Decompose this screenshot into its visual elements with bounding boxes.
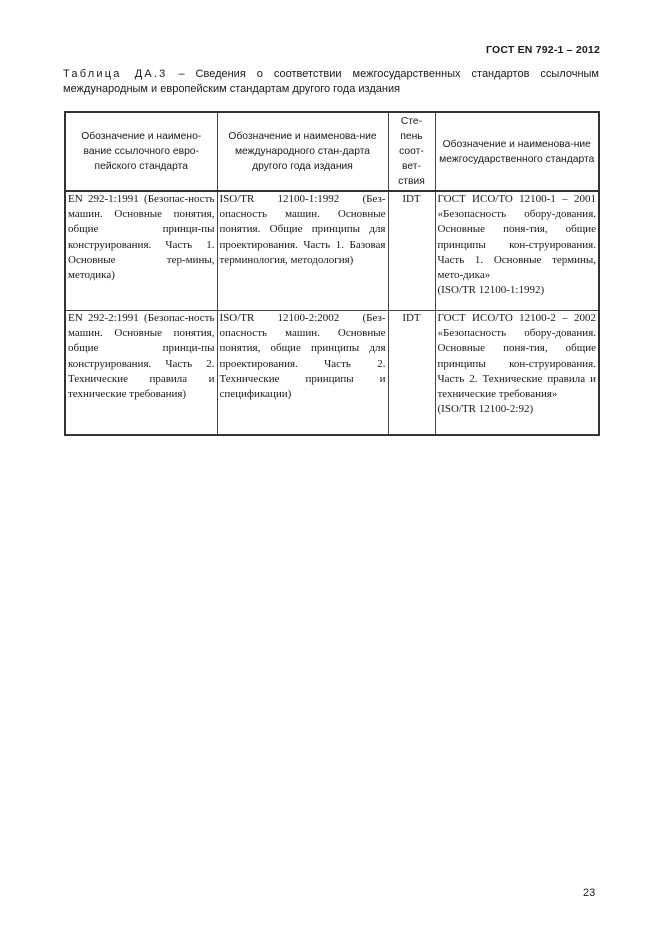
header-european-standard: Обозначение и наимено-вание ссылочного евро-пейского стандарта xyxy=(65,112,217,191)
table-header-row xyxy=(65,112,599,191)
cell-degree: IDT xyxy=(388,191,435,311)
cell-european-standard: EN 292-1:1991 (Безопас-ность машин. Основные понятия, общие принци-пы конструирования. Часть 1. Основные тер-мины, методика) xyxy=(65,191,217,311)
cell-international-standard: ISO/TR 12100-1:1992 (Без-опасность машин. Основные понятия. Общие принципы для проектирования. Часть 1. Базовая терминология, методология) xyxy=(217,191,388,311)
header-international-standard: Обозначение и наименова-ние международного стан-дарта другого года издания xyxy=(217,112,388,191)
table-row xyxy=(65,311,599,436)
cell-international-standard: ISO/TR 12100-2:2002 (Без-опасность машин. Основные понятия, общие принципы для проектирования. Часть 2. Технические принципы и спецификации) xyxy=(217,311,388,436)
page-number: 23 xyxy=(583,887,596,899)
table-caption-label: Таблица ДА.3 xyxy=(63,68,168,80)
cell-interstate-standard xyxy=(435,191,599,311)
cell-interstate-standard xyxy=(435,311,599,436)
cell-degree: IDT xyxy=(388,311,435,436)
header-degree-of-correspondence: Сте-пень соот-вет-ствия xyxy=(388,112,435,191)
interstate-standard-title: ГОСТ ИСО/ТО 12100-2 – 2002 «Безопасность обору-дования. Основные поня-тия, общие принципы кон-струирования. Часть 2. Технические правила и технические требования» xyxy=(437,312,596,401)
table-row xyxy=(65,191,599,311)
interstate-standard-ref: (ISO/TR 12100-1:1992) xyxy=(437,284,545,297)
cell-european-standard: EN 292-2:1991 (Безопас-ность машин. Основные понятия, общие принци-пы конструирования. Часть 2. Технические правила и технические требования) xyxy=(65,311,217,436)
interstate-standard-title: ГОСТ ИСО/ТО 12100-1 – 2001 «Безопасность обору-дования. Основные поня-тия, общие принципы кон-струирования. Часть 1. Основные термины, мето-дика» xyxy=(437,193,596,282)
header-interstate-standard: Обозначение и наименова-ние межгосударственного стандарта xyxy=(435,112,599,191)
interstate-standard-ref: (ISO/TR 12100-2:92) xyxy=(437,403,534,416)
table-caption xyxy=(63,67,599,97)
table-caption-text: – Сведения о соответствии межгосударственных стандартов ссылочным международным и европейским стандартам другого года издания xyxy=(63,68,599,95)
standards-correspondence-table xyxy=(64,111,600,436)
document-id-header: ГОСТ EN 792-1 – 2012 xyxy=(485,44,600,56)
